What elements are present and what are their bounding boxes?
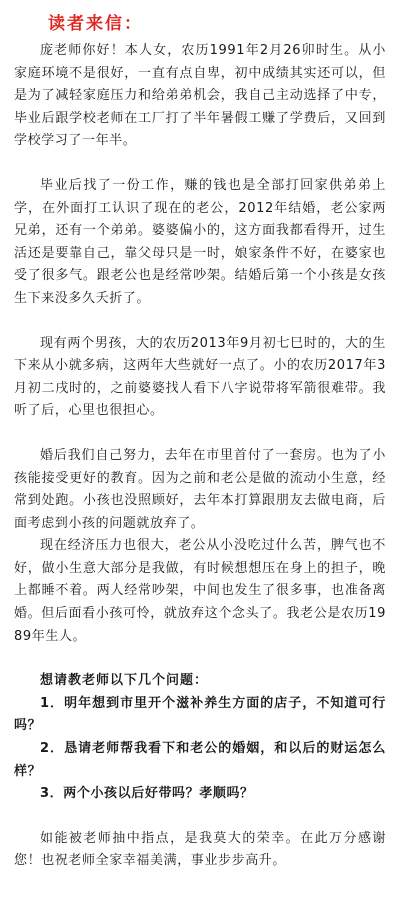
question-3: 3．两个小孩以后好带吗？孝顺吗？ [40, 786, 254, 802]
paragraph-closing: 如能被老师抽中指点，是我莫大的荣幸。在此万分感谢您！也祝老师全家幸福美满，事业步步高升。 [14, 830, 386, 869]
questions-title: 想请教老师以下几个问题： [40, 673, 209, 689]
question-2: 2．恳请老师帮我看下和老公的婚姻，和以后的财运怎么样？ [14, 741, 386, 779]
paragraph-pressure: 现在经济压力也很大，老公从小没吃过什么苦，脾气也不好，做小生意大部分是我做，有时候想想压在身上的担子，晚上都睡不着。两人经常吵架，中间也发生了很多事，也准备离婚。但后面看小孩可怜，就放弃这个念头了。我老公是农历1989年生人。 [14, 538, 386, 644]
paragraph-intro: 庞老师你好！本人女，农历1991年2月26卯时生。从小家庭环境不是很好，一直有点自卑，初中成绩其实还可以，但是为了减轻家庭压力和给弟弟机会，我自己主动选择了中专，毕业后跟学校老师在工厂打了半年暑假工赚了学费后，又回到学校学习了一年半。 [14, 43, 386, 149]
question-1: 1．明年想到市里开个滋补养生方面的店子，不知道可行吗？ [14, 695, 386, 734]
letter-heading: 读者来信： [48, 14, 143, 34]
paragraph-children: 现有两个男孩，大的农历2013年9月初七巳时的，大的生下来从小就多病，这两年大些就好一点了。小的农历2017年3月初二戌时的，之前婆婆找人看下八字说带将军箭很难带。我听了后，心里也很担心。 [14, 335, 386, 419]
paragraph-house: 婚后我们自己努力，去年在市里首付了一套房。也为了小孩能接受更好的教育。因为之前和老公是做的流动小生意，经常到处跑。小孩也没照顾好，去年本打算跟朋友去做电商，后面考虑到小孩的问题就放弃了。 [14, 447, 386, 531]
paragraph-work-marriage: 毕业后找了一份工作，赚的钱也是全部打回家供弟弟上学，在外面打工认识了现在的老公，2012年结婚，老公家两兄弟，还有一个弟弟。婆婆偏小的，这方面我都看得开，过生活还是要靠自己，靠父母只是一时，娘家条件不好，在婆家也受了很多气。跟老公也是经常吵架。结婚后第一个小孩是女孩生下来没多久夭折了。 [14, 177, 386, 306]
